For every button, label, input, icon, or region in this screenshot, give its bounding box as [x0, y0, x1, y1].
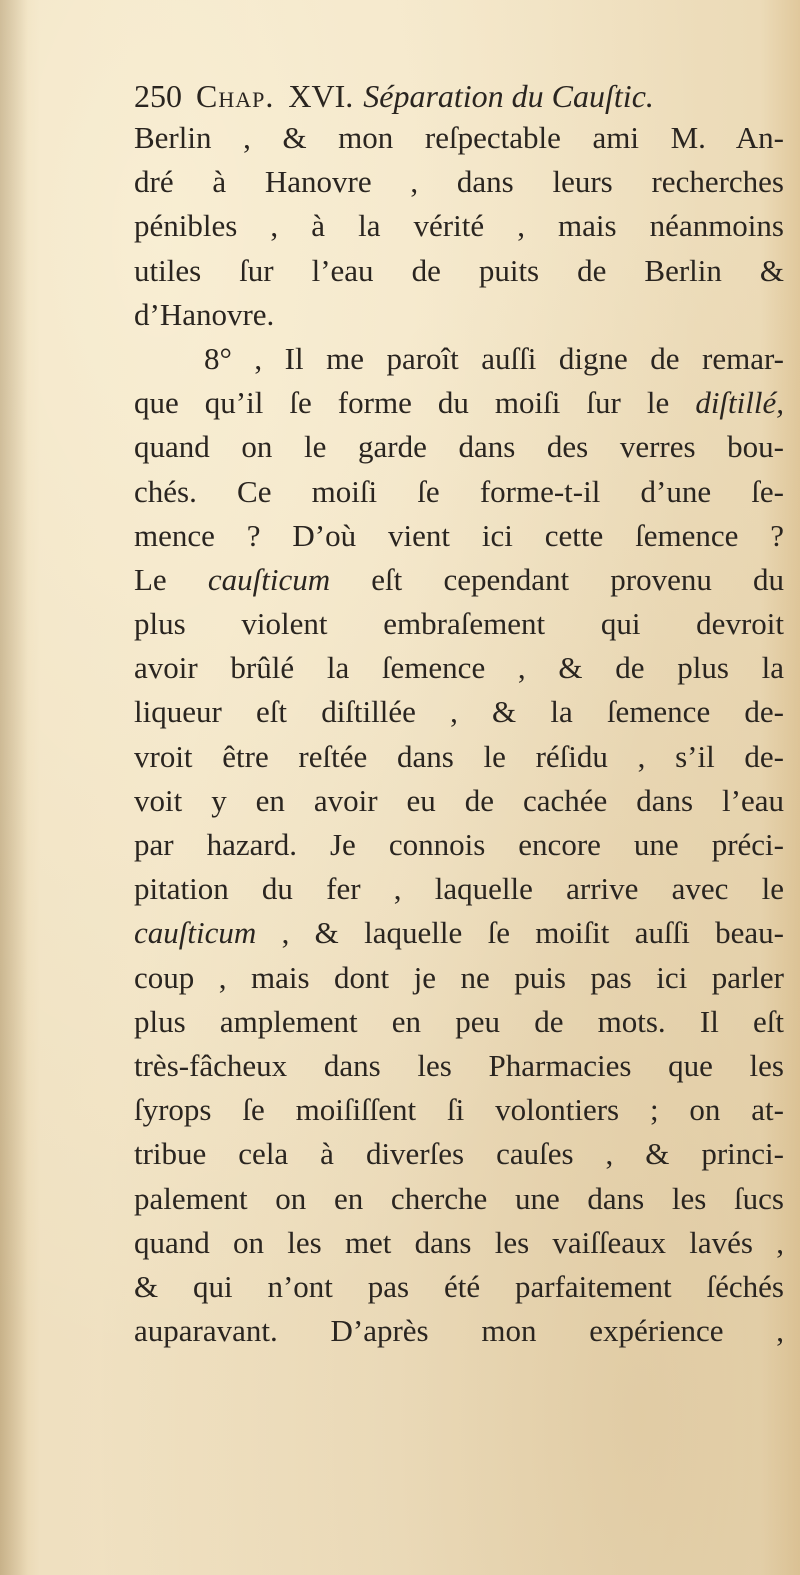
running-title: Séparation du Cauſtic.	[363, 78, 654, 114]
text-line: & qui n’ont pas été parfaitement ſéchés	[134, 1268, 784, 1304]
text-line: pénibles , à la vérité , mais néanmoins	[134, 208, 784, 244]
text-line: avoir brûlé la ſemence , & de plus la	[134, 650, 784, 686]
paragraph-start-line: 8° , Il me paroît auſſi digne de remar-	[204, 340, 784, 376]
text-line: mence ? D’où vient ici cette ſemence ?	[134, 517, 784, 553]
text-line: dré à Hanovre , dans leurs recherches	[134, 164, 784, 200]
text-line: très-fâcheux dans les Pharmacies que les	[134, 1047, 784, 1083]
text-line: quand on le garde dans des verres bou-	[134, 429, 784, 465]
text-span: eſt cependant provenu du	[330, 561, 785, 597]
spine-shadow	[0, 0, 28, 1575]
text-span: que qu’il ſe forme du moiſi ſur le	[134, 385, 696, 421]
text-line: auparavant. D’après mon expérience ,	[134, 1313, 784, 1349]
text-line: chés. Ce moiſi ſe forme-t-il d’une ſe-	[134, 473, 784, 509]
text-span: , & laquelle ſe moiſit auſſi beau-	[256, 915, 784, 951]
text-line	[134, 911, 784, 955]
text-line	[134, 381, 784, 425]
text-line: voit y en avoir eu de cachée dans l’eau	[134, 782, 784, 818]
text-line: coup , mais dont je ne puis pas ici parler	[134, 959, 784, 995]
text-line: ſyrops ſe moiſiſſent ſi volontiers ; on at-	[134, 1092, 784, 1128]
italic-term: cauſticum	[134, 915, 257, 951]
text-line: par hazard. Je connois encore une préci-	[134, 827, 784, 862]
text-span: Le	[134, 561, 208, 597]
running-header	[134, 74, 774, 118]
italic-term: diſtillé,	[695, 385, 784, 421]
text-line: quand on les met dans les vaiſſeaux lavés ,	[134, 1224, 784, 1260]
text-line: liqueur eſt diſtillée , & la ſemence de-	[134, 694, 784, 730]
text-line: vroit être reſtée dans le réſidu , s’il de-	[134, 738, 784, 774]
text-line: pitation du fer , laquelle arrive avec le	[134, 871, 784, 907]
text-line: plus violent embraſement qui devroit	[134, 606, 784, 642]
chapter-label: Chap.	[196, 78, 275, 114]
text-line: d’Hanovre.	[134, 296, 275, 332]
body-text	[134, 116, 784, 1353]
italic-term: cauſticum	[207, 561, 331, 597]
text-line	[134, 558, 784, 602]
page-number: 250	[134, 78, 182, 114]
text-line: tribue cela à diverſes cauſes , & princi-	[134, 1136, 784, 1172]
text-line: Berlin , & mon reſpectable ami M. An-	[134, 120, 784, 155]
text-line: utiles ſur l’eau de puits de Berlin &	[134, 252, 784, 288]
chapter-numeral: XVI.	[288, 78, 354, 114]
text-line: plus amplement en peu de mots. Il eſt	[134, 1003, 784, 1039]
text-line: palement on en cherche une dans les ſucs	[134, 1180, 784, 1216]
